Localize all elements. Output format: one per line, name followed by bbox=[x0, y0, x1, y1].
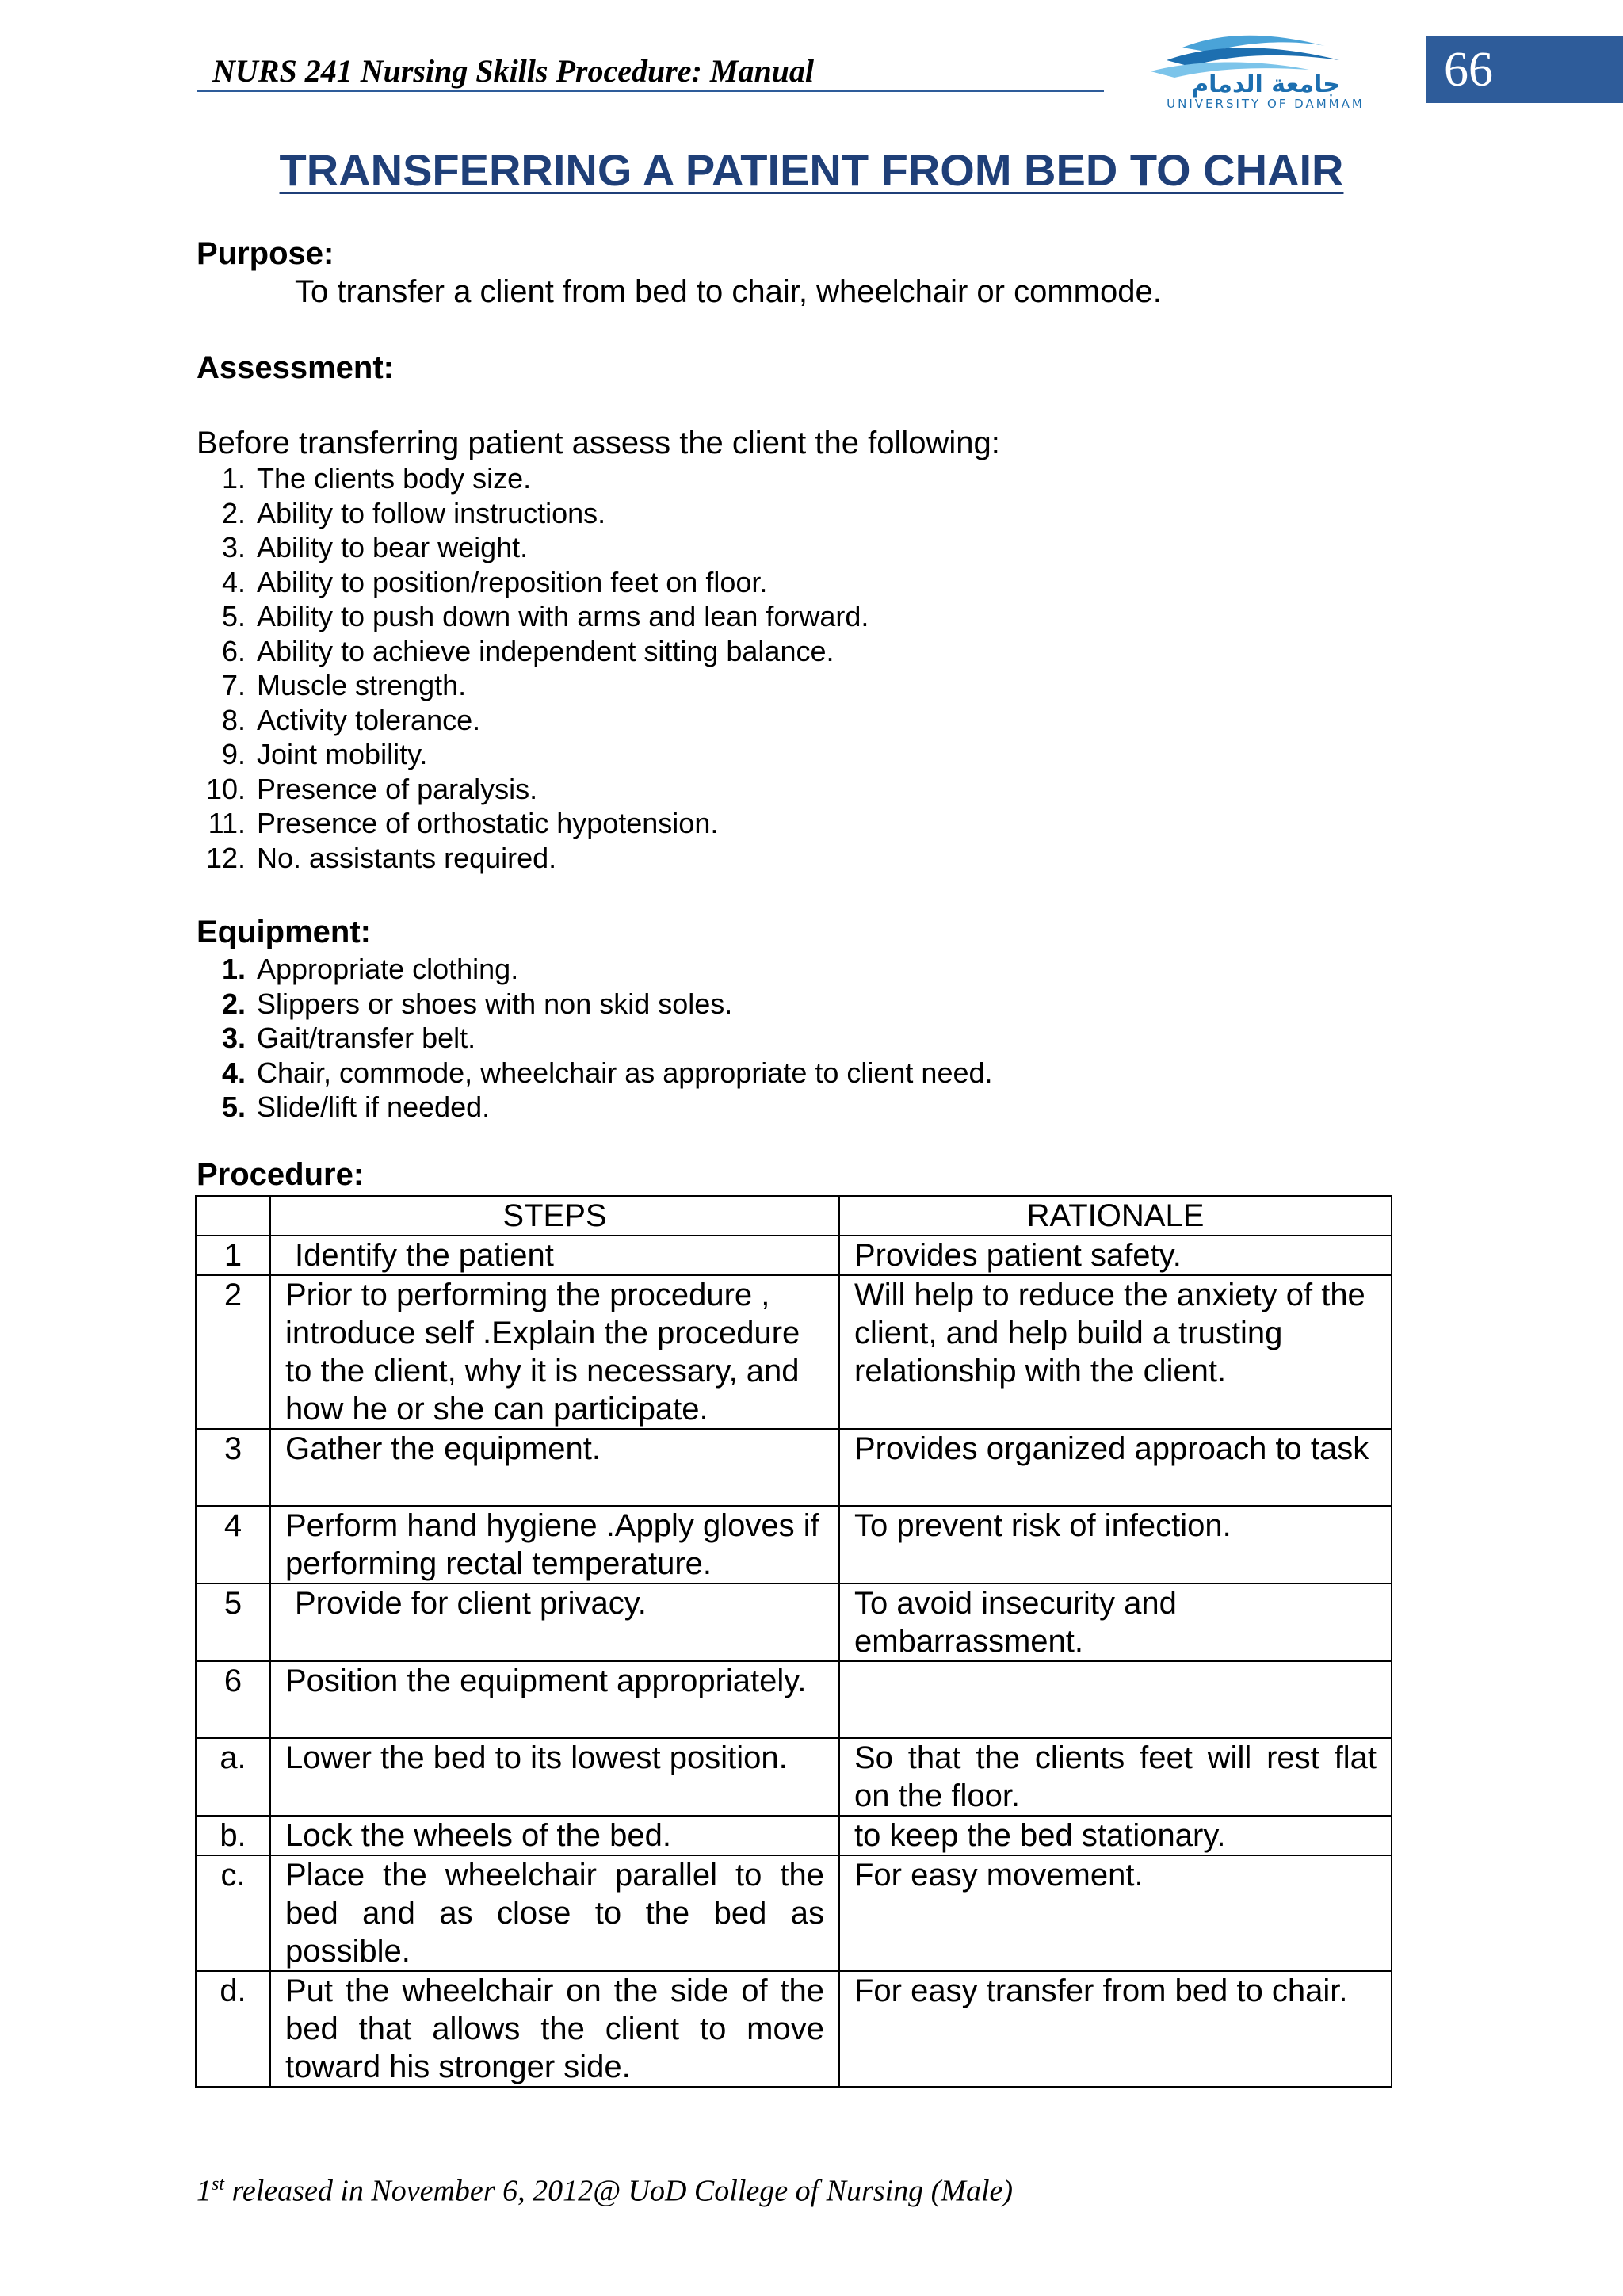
purpose-text: To transfer a client from bed to chair, wheelchair or commode. bbox=[295, 274, 1162, 309]
list-item: 3. Gait/transfer belt. bbox=[221, 1022, 476, 1054]
list-item: 1. The clients body size. bbox=[221, 462, 532, 495]
list-item: 11. Presence of orthostatic hypotension. bbox=[208, 807, 719, 839]
page-number: 66 bbox=[1444, 43, 1493, 97]
document-title: TRANSFERRING A PATIENT FROM BED TO CHAIR bbox=[279, 145, 1344, 195]
table-row bbox=[196, 1236, 1392, 1275]
table-row bbox=[196, 1584, 1392, 1661]
procedure-table bbox=[195, 1195, 1392, 2088]
rationale-text: For easy transfer from bed to chair. bbox=[839, 1971, 1392, 2087]
list-item: 10. Presence of paralysis. bbox=[205, 772, 538, 805]
step-number: 6 bbox=[196, 1661, 270, 1738]
rationale-text: To avoid insecurity and embarrassment. bbox=[839, 1584, 1392, 1661]
step-number: a. bbox=[196, 1738, 270, 1816]
step-text: Place the wheelchair parallel to the bed and as close to the bed as possible. bbox=[270, 1855, 839, 1971]
list-item: 6. Ability to achieve independent sitting balance. bbox=[221, 634, 834, 667]
step-text: Position the equipment appropriately. bbox=[270, 1661, 839, 1738]
assessment-heading: Assessment: bbox=[197, 350, 395, 385]
step-number: b. bbox=[196, 1816, 270, 1855]
table-row bbox=[196, 1429, 1392, 1506]
rationale-text: Provides organized approach to task bbox=[839, 1429, 1392, 1506]
step-number: 5 bbox=[196, 1584, 270, 1661]
list-item: 2. Slippers or shoes with non skid soles. bbox=[221, 987, 733, 1020]
svg-text:جامعة الدمام: جامعة الدمام bbox=[1191, 71, 1340, 98]
table-row bbox=[196, 1661, 1392, 1738]
step-number: 2 bbox=[196, 1275, 270, 1429]
rationale-text: To prevent risk of infection. bbox=[839, 1506, 1392, 1584]
step-text: Gather the equipment. bbox=[270, 1429, 839, 1506]
column-header-num bbox=[196, 1196, 270, 1236]
step-text: Put the wheelchair on the side of the bed that allows the client to move toward his stronger side. bbox=[270, 1971, 839, 2087]
step-text: Perform hand hygiene .Apply gloves if performing rectal temperature. bbox=[270, 1506, 839, 1584]
svg-text:UNIVERSITY OF DAMMAM: UNIVERSITY OF DAMMAM bbox=[1167, 97, 1365, 111]
step-text: Lower the bed to its lowest position. bbox=[270, 1738, 839, 1816]
list-item: 4. Chair, commode, wheelchair as appropriate to client need. bbox=[221, 1056, 993, 1089]
table-row bbox=[196, 1506, 1392, 1584]
course-title: NURS 241 Nursing Skills Procedure: Manual bbox=[212, 53, 815, 89]
column-header-rationale: RATIONALE bbox=[839, 1196, 1392, 1236]
footer-text: released in November 6, 2012@ UoD College of Nursing (Male) bbox=[224, 2174, 1014, 2208]
table-row bbox=[196, 1738, 1392, 1816]
table-row bbox=[196, 1971, 1392, 2087]
equipment-heading: Equipment: bbox=[197, 915, 371, 949]
step-number: d. bbox=[196, 1971, 270, 2087]
list-item: 4. Ability to position/reposition feet on floor. bbox=[221, 565, 768, 598]
assessment-list bbox=[198, 461, 1149, 875]
rationale-text: Will help to reduce the anxiety of the client, and help build a trusting relationship with the client. bbox=[839, 1275, 1392, 1429]
table-row bbox=[196, 1816, 1392, 1855]
list-item: 5. Ability to push down with arms and lean forward. bbox=[221, 600, 869, 632]
list-item: 8. Activity tolerance. bbox=[221, 703, 481, 736]
table-header-row bbox=[196, 1196, 1392, 1236]
step-text: Provide for client privacy. bbox=[270, 1584, 839, 1661]
header-rule bbox=[197, 90, 1104, 92]
procedure-heading: Procedure: bbox=[197, 1157, 365, 1192]
table-row bbox=[196, 1855, 1392, 1971]
rationale-text bbox=[839, 1661, 1392, 1738]
purpose-heading: Purpose: bbox=[197, 236, 334, 271]
step-number: 4 bbox=[196, 1506, 270, 1584]
rationale-text: to keep the bed stationary. bbox=[839, 1816, 1392, 1855]
rationale-text: So that the clients feet will rest flat on the floor. bbox=[839, 1738, 1392, 1816]
step-text: Prior to performing the procedure , introduce self .Explain the procedure to the client, why it is necessary, and how he or she can participate. bbox=[270, 1275, 839, 1429]
footer-ordinal-suffix: st bbox=[212, 2174, 225, 2195]
list-item: 5. Slide/lift if needed. bbox=[221, 1091, 491, 1123]
list-item: 7. Muscle strength. bbox=[221, 669, 467, 701]
rationale-text: Provides patient safety. bbox=[839, 1236, 1392, 1275]
step-number: c. bbox=[196, 1855, 270, 1971]
equipment-list bbox=[198, 952, 1228, 1125]
list-item: 2. Ability to follow instructions. bbox=[221, 496, 606, 529]
step-text: Lock the wheels of the bed. bbox=[270, 1816, 839, 1855]
list-item: 3. Ability to bear weight. bbox=[221, 531, 529, 563]
assessment-intro: Before transferring patient assess the client the following: bbox=[197, 426, 1000, 460]
list-item: 12. No. assistants required. bbox=[205, 841, 557, 874]
footer-release-note bbox=[197, 2165, 1013, 2210]
list-item: 1. Appropriate clothing. bbox=[221, 953, 519, 985]
table-row bbox=[196, 1275, 1392, 1429]
step-text: Identify the patient bbox=[270, 1236, 839, 1275]
rationale-text: For easy movement. bbox=[839, 1855, 1392, 1971]
footer-ordinal: 1 bbox=[197, 2174, 212, 2208]
step-number: 3 bbox=[196, 1429, 270, 1506]
step-number: 1 bbox=[196, 1236, 270, 1275]
university-logo bbox=[1135, 25, 1396, 113]
column-header-steps: STEPS bbox=[270, 1196, 839, 1236]
list-item: 9. Joint mobility. bbox=[221, 738, 428, 770]
